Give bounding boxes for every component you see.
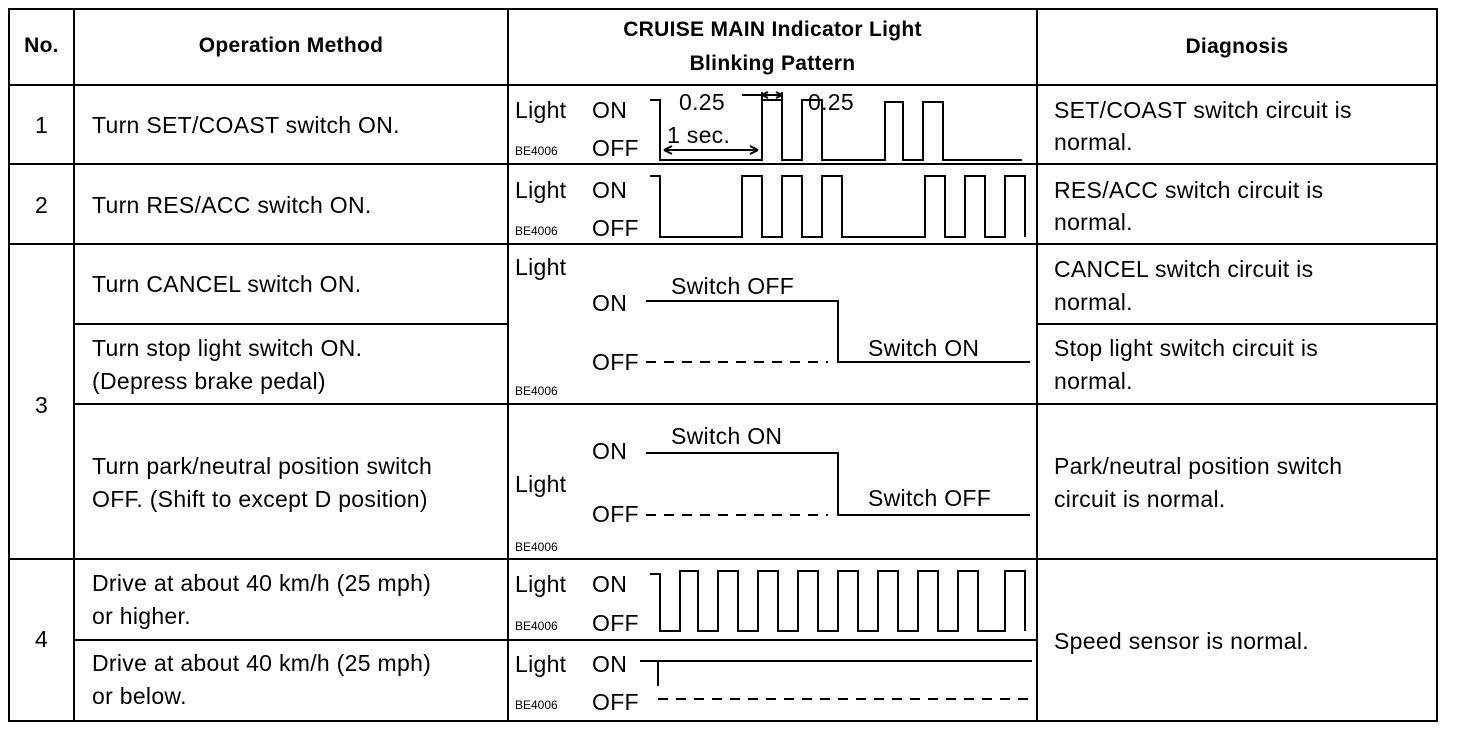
- row3b-diag-line1: Stop light switch circuit is: [1054, 335, 1319, 361]
- row1-diag-line1: SET/COAST switch circuit is: [1054, 97, 1352, 123]
- row4b-off-label: OFF: [592, 689, 639, 715]
- row3c-waveform-on: [646, 453, 1030, 515]
- row2-no: 2: [34, 192, 49, 218]
- row4b-method-line1: Drive at about 40 km/h (25 mph): [92, 650, 432, 676]
- row3c-diag-line1: Park/neutral position switch: [1054, 453, 1343, 479]
- row3c-diag-line2: circuit is normal.: [1054, 486, 1226, 512]
- row3c-switch-off: Switch OFF: [868, 485, 992, 511]
- header-pattern-line1: CRUISE MAIN Indicator Light: [623, 18, 922, 41]
- row3a-diag-line1: CANCEL switch circuit is: [1054, 256, 1314, 282]
- row2-diag-line1: RES/ACC switch circuit is: [1054, 177, 1324, 203]
- row1-on-label: ON: [592, 97, 628, 123]
- row2-waveform: [650, 176, 1025, 237]
- header-operation-method: Operation Method: [198, 34, 384, 57]
- row1-time-1sec: 1 sec.: [667, 122, 731, 148]
- row1-dimension-025b: [762, 92, 782, 100]
- row3b-diag-line2: normal.: [1054, 368, 1133, 394]
- row1-light-label: Light: [515, 97, 567, 123]
- row1-diag-line2: normal.: [1054, 129, 1133, 155]
- row4b-method-line2: or below.: [92, 683, 187, 709]
- row2-on-label: ON: [592, 177, 628, 203]
- row4a-code: BE4006: [515, 619, 558, 633]
- row2-off-label: OFF: [592, 215, 639, 241]
- row4a-method-line1: Drive at about 40 km/h (25 mph): [92, 570, 432, 596]
- row2-diag-line2: normal.: [1054, 209, 1133, 235]
- row2-method: Turn RES/ACC switch ON.: [92, 192, 372, 218]
- row4a-method-line2: or higher.: [92, 603, 191, 629]
- header-pattern-line2: Blinking Pattern: [689, 52, 856, 75]
- row4a-on-label: ON: [592, 571, 628, 597]
- row3a-diag-line2: normal.: [1054, 289, 1133, 315]
- row3c-light-label: Light: [515, 471, 567, 497]
- row3c-on-label: ON: [592, 438, 628, 464]
- row4a-waveform: [650, 571, 1025, 631]
- row4-no: 4: [34, 626, 49, 652]
- row4b-code: BE4006: [515, 698, 558, 712]
- row1-off-label: OFF: [592, 135, 639, 161]
- row3ab-waveform-on: [646, 301, 1030, 362]
- row3b-method-line1: Turn stop light switch ON.: [92, 335, 363, 361]
- row1-no: 1: [34, 112, 49, 138]
- row4a-off-label: OFF: [592, 610, 639, 636]
- row3c-switch-on: Switch ON: [671, 423, 783, 449]
- row3ab-on-label: ON: [592, 290, 628, 316]
- row3a-method: Turn CANCEL switch ON.: [92, 271, 362, 297]
- row3ab-code: BE4006: [515, 384, 558, 398]
- header-diagnosis: Diagnosis: [1185, 35, 1289, 58]
- row4-diag: Speed sensor is normal.: [1054, 628, 1309, 654]
- row1-time-025b: 0.25: [808, 89, 854, 115]
- row2-light-label: Light: [515, 177, 567, 203]
- row3c-code: BE4006: [515, 540, 558, 554]
- row1-code: BE4006: [515, 144, 558, 158]
- row3c-method-line1: Turn park/neutral position switch: [92, 453, 433, 479]
- row1-method: Turn SET/COAST switch ON.: [92, 112, 400, 138]
- row1-dimension-1sec: [664, 146, 758, 154]
- row3ab-switch-on: Switch ON: [868, 335, 980, 361]
- row2-code: BE4006: [515, 224, 558, 238]
- row1-time-025a: 0.25: [679, 89, 725, 115]
- row3b-method-line2: (Depress brake pedal): [92, 368, 326, 394]
- row3ab-off-label: OFF: [592, 349, 639, 375]
- row3c-off-label: OFF: [592, 501, 639, 527]
- row3-no: 3: [34, 392, 49, 418]
- row3c-method-line2: OFF. (Shift to except D position): [92, 486, 428, 512]
- row4a-light-label: Light: [515, 571, 567, 597]
- row4b-light-label: Light: [515, 651, 567, 677]
- row3ab-switch-off: Switch OFF: [671, 273, 795, 299]
- row4b-on-label: ON: [592, 651, 628, 677]
- header-no: No.: [24, 34, 59, 57]
- row3ab-light-label: Light: [515, 254, 567, 280]
- row1-dimension-025a: [742, 92, 762, 100]
